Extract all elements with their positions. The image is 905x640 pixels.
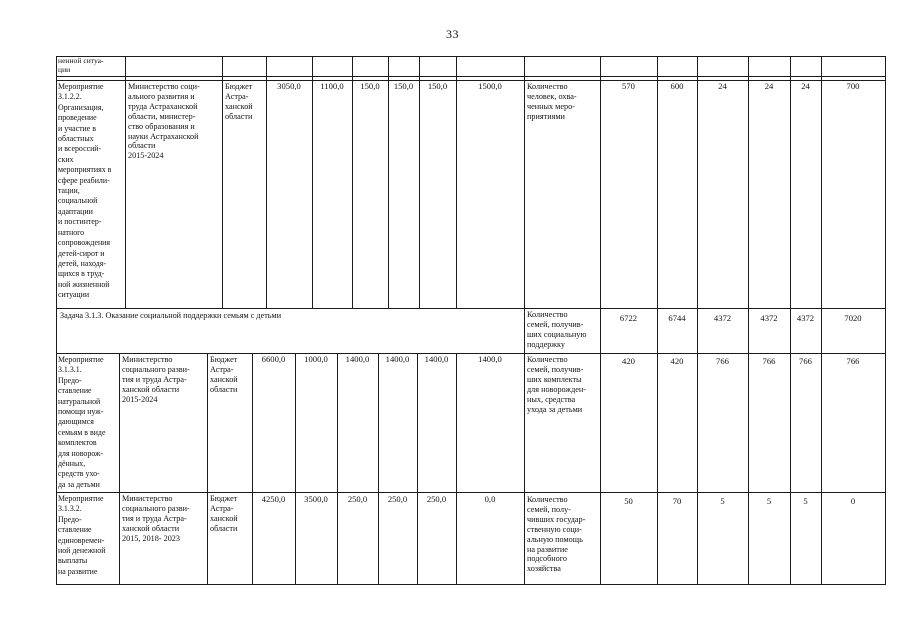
value-cell: 570 — [622, 81, 635, 91]
amount-cell: 250,0 — [387, 494, 408, 504]
indicator-cell: Количество семей, получив- ших социальную поддержку — [527, 310, 587, 349]
amount-cell: 1400,0 — [345, 354, 370, 364]
value-cell: 50 — [624, 496, 633, 506]
amount-cell: 1400,0 — [424, 354, 449, 364]
value-cell: 4372 — [760, 313, 778, 323]
value-cell: 5 — [720, 496, 725, 506]
value-cell: 5 — [803, 496, 808, 506]
value-cell: 600 — [670, 81, 684, 91]
value-cell: 24 — [801, 81, 810, 91]
amount-cell: 250,0 — [347, 494, 368, 504]
rule — [417, 353, 418, 584]
rule — [56, 584, 886, 585]
amount-cell: 0,0 — [484, 494, 496, 504]
rule — [885, 56, 886, 584]
rule — [56, 76, 886, 77]
source-cell: Бюджет Астра- ханской области — [225, 82, 253, 121]
amount-cell: 150,0 — [427, 81, 448, 91]
value-cell: 70 — [672, 496, 682, 506]
amount-cell: 1500,0 — [478, 81, 502, 91]
value-cell: 6744 — [668, 313, 686, 323]
source-cell: Бюджет Астра- ханской области — [210, 494, 238, 533]
value-cell: 766 — [762, 356, 776, 366]
value-cell: 766 — [846, 356, 860, 366]
source-cell: Бюджет Астра- ханской области — [210, 355, 238, 394]
rule — [56, 308, 886, 309]
task-heading: Задача 3.1.3. Оказание социальной поддержки семьям с детьми — [60, 311, 282, 320]
indicator-cell: Количество семей, получив- ших комплекты для новорожден- ных, средства ухода за детьми — [527, 355, 586, 414]
value-cell: 6722 — [619, 313, 638, 323]
amount-cell: 4250,0 — [261, 494, 286, 504]
amount-cell: 1400,0 — [478, 354, 502, 364]
page-number: 33 — [446, 27, 459, 41]
value-cell: 700 — [846, 81, 860, 91]
amount-cell: 150,0 — [393, 81, 414, 91]
activity-cell: Мероприятие 3.1.2.2. Организация, проведение и участие в областных и всероссий- ских мероприятиях в сфере реабили- тации, социальной адаптации и постинтер- натного сопровождения детей-сирот и детей, находя- щихся в труд- ной жизненной ситуации — [58, 82, 112, 300]
value-cell: 420 — [670, 356, 684, 366]
amount-cell: 1000,0 — [304, 354, 328, 364]
value-cell: 24 — [764, 81, 774, 91]
rule — [337, 353, 338, 584]
activity-cell: ненной ситуа- ции — [58, 56, 104, 74]
value-cell: 766 — [716, 356, 729, 366]
activity-cell: Мероприятие 3.1.3.1. Предо- ставление натуральной помощи нуж- дающимся семьям в виде комплектов для новорож- дённых, средств ухо- да за детьми — [58, 355, 106, 489]
amount-cell: 6600,0 — [261, 354, 286, 364]
amount-cell: 3500,0 — [304, 494, 328, 504]
rule — [378, 353, 379, 584]
amount-cell: 1100,0 — [320, 81, 344, 91]
amount-cell: 3050,0 — [277, 81, 301, 91]
amount-cell: 150,0 — [360, 81, 380, 91]
value-cell: 4372 — [796, 313, 815, 323]
activity-cell: Мероприятие 3.1.3.2. Предо- ставление единовремен- ной денежной выплаты на развитие — [58, 494, 106, 576]
value-cell: 24 — [718, 81, 727, 91]
executor-cell: Министерство социального разви- тия и труда Астра- ханской области 2015, 2018- 2023 — [122, 494, 190, 543]
value-cell: 5 — [766, 496, 772, 506]
rule — [252, 353, 253, 584]
value-cell: 420 — [622, 356, 635, 366]
value-cell: 0 — [850, 496, 856, 506]
indicator-cell: Количество семей, полу- чивших государ- ственную соци- альную помощь на развитие подсобного хозяйства — [527, 495, 586, 574]
indicator-cell: Количество человек, охва- ченных меро- приятиями — [527, 82, 577, 121]
rule — [56, 56, 886, 57]
value-cell: 4372 — [713, 313, 732, 323]
rule — [295, 353, 296, 584]
executor-cell: Министерство соци- ального развития и труда Астраханской области, министер- ство образования и науки Астраханской области 2015-2024 — [128, 82, 200, 161]
value-cell: 7020 — [844, 313, 862, 323]
rule — [456, 353, 457, 584]
executor-cell: Министерство социального разви- тия и труда Астра- ханской области 2015-2024 — [122, 355, 190, 404]
value-cell: 766 — [799, 356, 812, 366]
amount-cell: 1400,0 — [385, 354, 410, 364]
amount-cell: 250,0 — [426, 494, 447, 504]
